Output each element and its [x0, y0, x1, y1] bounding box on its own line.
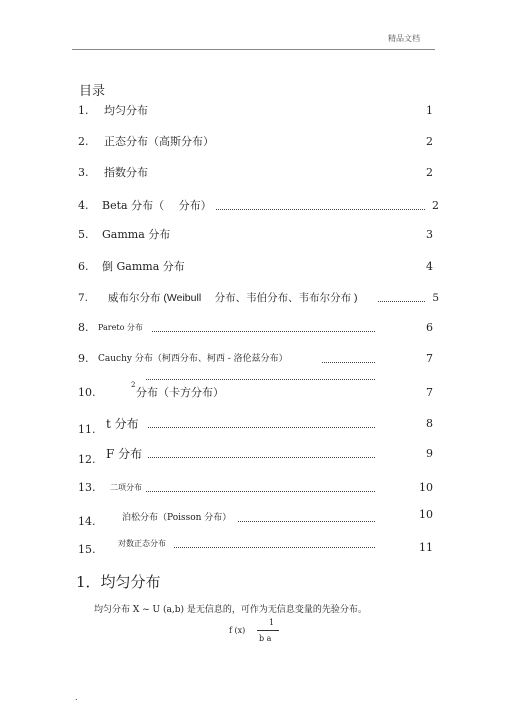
toc-num: 8.: [78, 321, 89, 334]
toc-entry-10[interactable]: [78, 381, 433, 401]
toc-label: 二项分布: [110, 483, 142, 492]
toc-num: 12.: [78, 453, 96, 466]
toc-page: 2: [426, 135, 433, 148]
toc-page: 1: [426, 104, 433, 117]
toc-leader: [146, 491, 375, 492]
toc-leader: [378, 301, 425, 302]
page-header: 精品文档: [388, 34, 420, 43]
toc-num: 4.: [78, 199, 89, 212]
toc-entry-1[interactable]: [78, 103, 433, 119]
toc-leader: [322, 362, 375, 363]
section-paragraph: 均匀分布 X ~ U (a,b) 是无信息的，可作为无信息变量的先验分布。: [94, 605, 367, 615]
uniform-pdf-formula: [229, 618, 289, 648]
toc-num: 11.: [78, 423, 96, 436]
formula-numerator: 1: [269, 618, 275, 627]
toc-label: 分布（卡方分布）: [136, 386, 224, 399]
toc-num: 7.: [78, 292, 89, 304]
toc-label: Gamma 分布: [102, 228, 171, 241]
toc-leader: [238, 521, 375, 522]
toc-entry-2[interactable]: [78, 134, 433, 150]
fraction-bar: [257, 630, 279, 631]
toc-num: 15.: [78, 543, 96, 556]
toc-page: 5: [432, 292, 439, 304]
toc-num: 2.: [78, 135, 89, 148]
toc-num: 13.: [78, 481, 96, 494]
toc-num: 9.: [78, 352, 89, 365]
toc-label: 倒 Gamma 分布: [102, 260, 185, 273]
toc-entry-6[interactable]: [78, 259, 433, 275]
toc-label: 均匀分布: [104, 104, 148, 117]
toc-num: 1.: [78, 104, 89, 117]
toc-page: 8: [426, 417, 433, 430]
toc-title: 目录: [79, 84, 106, 99]
toc-leader: [216, 209, 425, 210]
toc-num: 6.: [78, 260, 89, 273]
toc-leader: [148, 457, 375, 458]
formula-denominator: b a: [259, 634, 272, 643]
toc-page: 11: [419, 541, 433, 554]
toc-entry-14[interactable]: [78, 510, 433, 526]
toc-page: 9: [426, 447, 433, 460]
toc-page: 10: [419, 508, 433, 521]
toc-num: 10.: [78, 386, 96, 399]
footer-mark: .: [75, 693, 78, 702]
toc-superscript: 2: [131, 381, 136, 389]
toc-num: 14.: [78, 515, 96, 528]
section-title: 1．均匀分布: [76, 573, 161, 591]
toc-entry-4[interactable]: [78, 198, 439, 214]
toc-entry-9[interactable]: [78, 351, 433, 367]
toc-entry-15[interactable]: [78, 536, 433, 556]
toc-entry-7[interactable]: [78, 290, 439, 306]
toc-entry-8[interactable]: [78, 320, 433, 336]
toc-label: Cauchy 分布（柯西分布、柯西 - 洛伦兹分布）: [98, 354, 288, 364]
formula-lhs: f (x): [229, 626, 246, 635]
toc-page: 7: [426, 352, 433, 365]
toc-leader: [174, 547, 375, 548]
toc-num: 3.: [78, 166, 89, 179]
toc-label: 指数分布: [104, 166, 148, 179]
toc-page: 4: [426, 260, 433, 273]
toc-entry-13[interactable]: [78, 480, 433, 496]
toc-page: 7: [426, 386, 433, 399]
toc-entry-3[interactable]: [78, 165, 433, 181]
toc-label: 泊松分布（Poisson 分布）: [122, 513, 232, 523]
toc-entry-11[interactable]: [78, 416, 433, 436]
toc-entry-5[interactable]: [78, 227, 433, 243]
toc-leader: [152, 331, 375, 332]
header-divider: [72, 49, 435, 50]
toc-page: 3: [426, 228, 433, 241]
toc-label: 威布尔分布 (Weibull 分布、韦伯分布、韦布尔分布 ): [108, 292, 358, 304]
toc-label: 正态分布（高斯分布）: [104, 135, 214, 148]
toc-label: t 分布: [106, 417, 139, 431]
toc-label: 对数正态分布: [118, 539, 166, 548]
toc-entry-12[interactable]: [78, 446, 433, 466]
toc-page: 6: [426, 321, 433, 334]
toc-label: Beta 分布（ 分布）: [102, 199, 212, 212]
toc-page: 2: [426, 166, 433, 179]
toc-label: Pareto 分布: [98, 323, 143, 332]
toc-label: F 分布: [106, 447, 143, 461]
toc-leader: [146, 379, 375, 380]
toc-leader: [148, 427, 375, 428]
toc-page: 10: [419, 481, 433, 494]
toc-page: 2: [432, 199, 439, 212]
toc-num: 5.: [78, 228, 89, 241]
